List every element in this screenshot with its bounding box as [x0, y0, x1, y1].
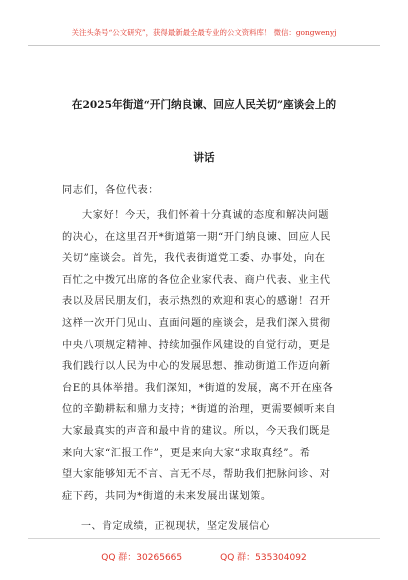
- body-line: 大家好！今天，我们怀着十分真诚的态度和解决问题: [82, 210, 329, 221]
- footer-qq-group-1: QQ 群：30265665: [101, 553, 183, 563]
- body-line: 台E的具体举措。我们深知，*街道的发展，离不开在座各: [62, 382, 334, 394]
- header-promo-note: 关注头条号“公文研究”，获得最新最全最专业的公文资料库！ 微信：gongwenyj: [71, 28, 337, 37]
- body-line: 症下药，共同为*街道的未来发展出谋划策。: [62, 490, 272, 502]
- header-divider: [28, 45, 380, 46]
- footer-contacts: [0, 550, 408, 563]
- body-line: 的决心，在这里召开*街道第一期“开门纳良谏、回应人民: [62, 231, 332, 243]
- body-line: 这样一次开门见山、直面问题的座谈会，是我们深入贯彻: [62, 317, 331, 329]
- body-line: 大家最真实的声音和最中肯的建议。所以，今天我们既是: [62, 425, 331, 437]
- body-line: 中央八项规定精神、持续加强作风建设的自觉行动，更是: [62, 339, 331, 351]
- document-subtitle: 讲话: [193, 152, 215, 164]
- footer-qq-group-2: QQ 群：535304092: [220, 553, 307, 563]
- body-line: 关切”座谈会。首先，我代表街道党工委、办事处，向在: [62, 253, 326, 265]
- body-paragraph: [62, 205, 362, 507]
- section-heading: 一、肯定成绩，正视现状，坚定发展信心: [81, 521, 270, 532]
- body-line: 位的辛勤耕耘和鼎力支持；*街道的治理，更需要倾听来自: [62, 404, 337, 416]
- body-line: 我们践行以人民为中心的发展思想、推动街道工作迈向新: [62, 361, 331, 373]
- body-line: 来向大家“汇报工作”，更是来向大家“求取真经”。希: [62, 447, 311, 459]
- body-line: 表以及居民朋友们，表示热烈的欢迎和衷心的感谢！召开: [62, 296, 331, 308]
- document-title: 在2025年街道“开门纳良谏、回应人民关切”座谈会上的: [71, 99, 337, 111]
- body-line: 百忙之中拨冗出席的各位企业家代表、商户代表、业主代: [62, 274, 331, 286]
- greeting-line: 同志们，各位代表：: [62, 185, 160, 196]
- body-line: 望大家能够知无不言、言无不尽，帮助我们把脉问诊、对: [62, 469, 331, 481]
- footer-divider: [28, 538, 380, 539]
